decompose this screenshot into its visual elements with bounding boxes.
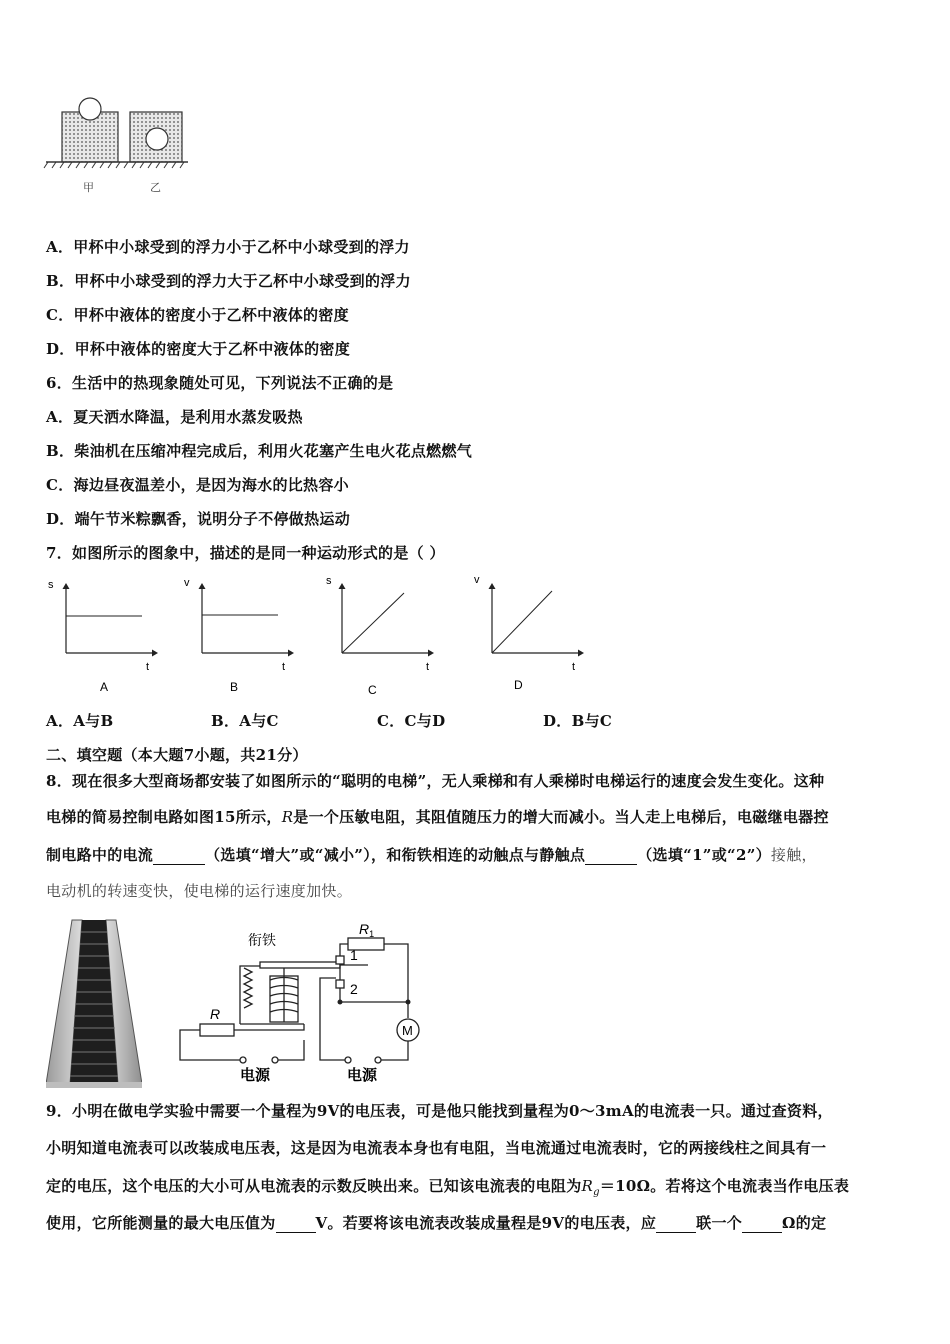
graph-d [470, 575, 590, 700]
label-contact-1: 1 [350, 947, 358, 963]
q9-blank-1[interactable] [276, 1214, 316, 1233]
q5-option-d: D．甲杯中液体的密度大于乙杯中液体的密度 [46, 340, 351, 358]
q9-blank-2[interactable] [656, 1214, 696, 1233]
section-heading: 二、填空题（本大题7小题，共21分） [46, 746, 308, 764]
label-yi: 乙 [150, 182, 161, 194]
circuit-diagram [170, 918, 430, 1088]
graph-c-label: C [368, 683, 377, 697]
cup-jia [62, 98, 118, 162]
label-r1-sub: 1 [369, 929, 375, 939]
graph-c-line [342, 593, 404, 653]
q8-blank-2[interactable] [585, 846, 637, 865]
q7-option-b: B．A与C [211, 712, 279, 730]
graph-b-y-axis: v [184, 577, 190, 589]
cup-yi [130, 112, 182, 162]
q8-line-2-a: 电梯的简易控制电路如图15所示， [46, 808, 282, 826]
q9-line-3 [46, 1175, 849, 1198]
label-power-1: 电源 [240, 1067, 271, 1084]
q7-option-d: D．B与C [543, 712, 613, 730]
graph-b [180, 575, 300, 700]
q8-line-1: 8．现在很多大型商场都安装了如图所示的“聪明的电梯”，无人乘梯和有人乘梯时电梯运行的速度会发生变化。这种 [46, 772, 825, 790]
q6-option-d: D．端午节米粽飘香，说明分子不停做热运动 [46, 510, 351, 528]
label-armature: 衔铁 [248, 932, 276, 948]
label-r1-main: R [359, 921, 370, 937]
q9-line-4-d: Ω的定 [782, 1214, 827, 1232]
q5-option-c: C．甲杯中液体的密度小于乙杯中液体的密度 [46, 306, 349, 324]
resistor-r [200, 1024, 234, 1036]
q9-blank-3[interactable] [742, 1214, 782, 1233]
q8-line-3-a: 制电路中的电流 [46, 846, 154, 864]
q9-rg-sub: g [593, 1187, 600, 1198]
label-r1 [359, 921, 374, 939]
q5-option-b: B．甲杯中小球受到的浮力大于乙杯中小球受到的浮力 [46, 272, 411, 290]
graph-b-x-axis: t [282, 661, 286, 673]
q9-line-4-b: V。若要将该电流表改装成量程是9V的电压表，应 [315, 1214, 657, 1232]
ball-jia [79, 98, 101, 120]
graph-d-y-axis: v [474, 575, 480, 586]
q6-stem: 6．生活中的热现象随处可见，下列说法不正确的是 [46, 374, 394, 392]
q5-option-a: A．甲杯中小球受到的浮力小于乙杯中小球受到的浮力 [46, 238, 410, 256]
q8-r-symbol: R [281, 808, 294, 826]
q9-rg-main: R [581, 1177, 594, 1195]
q6-option-c: C．海边昼夜温差小，是因为海水的比热容小 [46, 476, 349, 494]
graph-c [320, 575, 440, 700]
label-contact-2: 2 [350, 981, 358, 997]
q7-stem: 7．如图所示的图象中，描述的是同一种运动形式的是（ ） [46, 544, 445, 562]
graph-b-label: B [230, 680, 239, 694]
graph-c-y-axis: s [326, 575, 332, 587]
graph-a-x-axis: t [146, 661, 150, 673]
label-r: R [210, 1006, 221, 1022]
q6-option-a: A．夏天洒水降温，是利用水蒸发吸热 [46, 408, 303, 426]
q9-line-3-b: ＝10Ω。若将这个电流表当作电压表 [599, 1177, 850, 1195]
graph-a-label: A [100, 680, 109, 694]
graph-d-line [492, 591, 552, 653]
q9-line-4-c: 联一个 [696, 1214, 743, 1232]
q8-line-2 [46, 806, 829, 827]
q9-line-3-a: 定的电压，这个电压的大小可从电流表的示数反映出来。已知该电流表的电阻为 [46, 1177, 582, 1195]
ball-yi [146, 128, 168, 150]
q9-line-4-a: 使用，它所能测量的最大电压值为 [46, 1214, 276, 1232]
graph-d-x-axis: t [572, 661, 576, 673]
q8-line-3-c: （选填“1”或“2”） [637, 846, 771, 864]
cups-figure [40, 92, 190, 202]
q8-line-4: 电动机的转速变快，使电梯的运行速度加快。 [46, 882, 353, 900]
q9-line-2: 小明知道电流表可以改装成电压表，这是因为电流表本身也有电阻，当电流通过电流表时，它的两接线柱之间具有一 [46, 1139, 827, 1157]
graph-c-x-axis: t [426, 661, 430, 673]
q7-option-c: C．C与D [377, 712, 446, 730]
q9-line-4 [46, 1212, 826, 1233]
label-motor: M [402, 1023, 413, 1038]
spring [244, 968, 252, 1008]
q8-blank-1[interactable] [153, 846, 205, 865]
label-jia: 甲 [83, 182, 94, 194]
graph-a-y-axis: s [48, 579, 54, 591]
q9-line-1: 9．小明在做电学实验中需要一个量程为9V的电压表，可是他只能找到量程为0～3mA的电流表一只。通过查资料， [46, 1102, 833, 1120]
graph-d-label: D [514, 678, 523, 692]
q8-line-2-b: 是一个压敏电阻，其阻值随压力的增大而减小。当人走上电梯后，电磁继电器控 [293, 808, 829, 826]
q9-rg-symbol [581, 1177, 600, 1198]
q6-option-b: B．柴油机在压缩冲程完成后，利用火花塞产生电火花点燃燃气 [46, 442, 473, 460]
label-power-2: 电源 [347, 1067, 378, 1084]
q8-line-3-b: （选填“增大”或“减小”），和衔铁相连的动触点与静触点 [205, 846, 586, 864]
q8-line-3-d: 接触， [770, 846, 817, 864]
q7-option-a: A．A与B [46, 712, 114, 730]
escalator-image [46, 918, 142, 1088]
armature [260, 962, 340, 968]
graph-a [44, 575, 164, 700]
q8-line-3 [46, 844, 817, 865]
